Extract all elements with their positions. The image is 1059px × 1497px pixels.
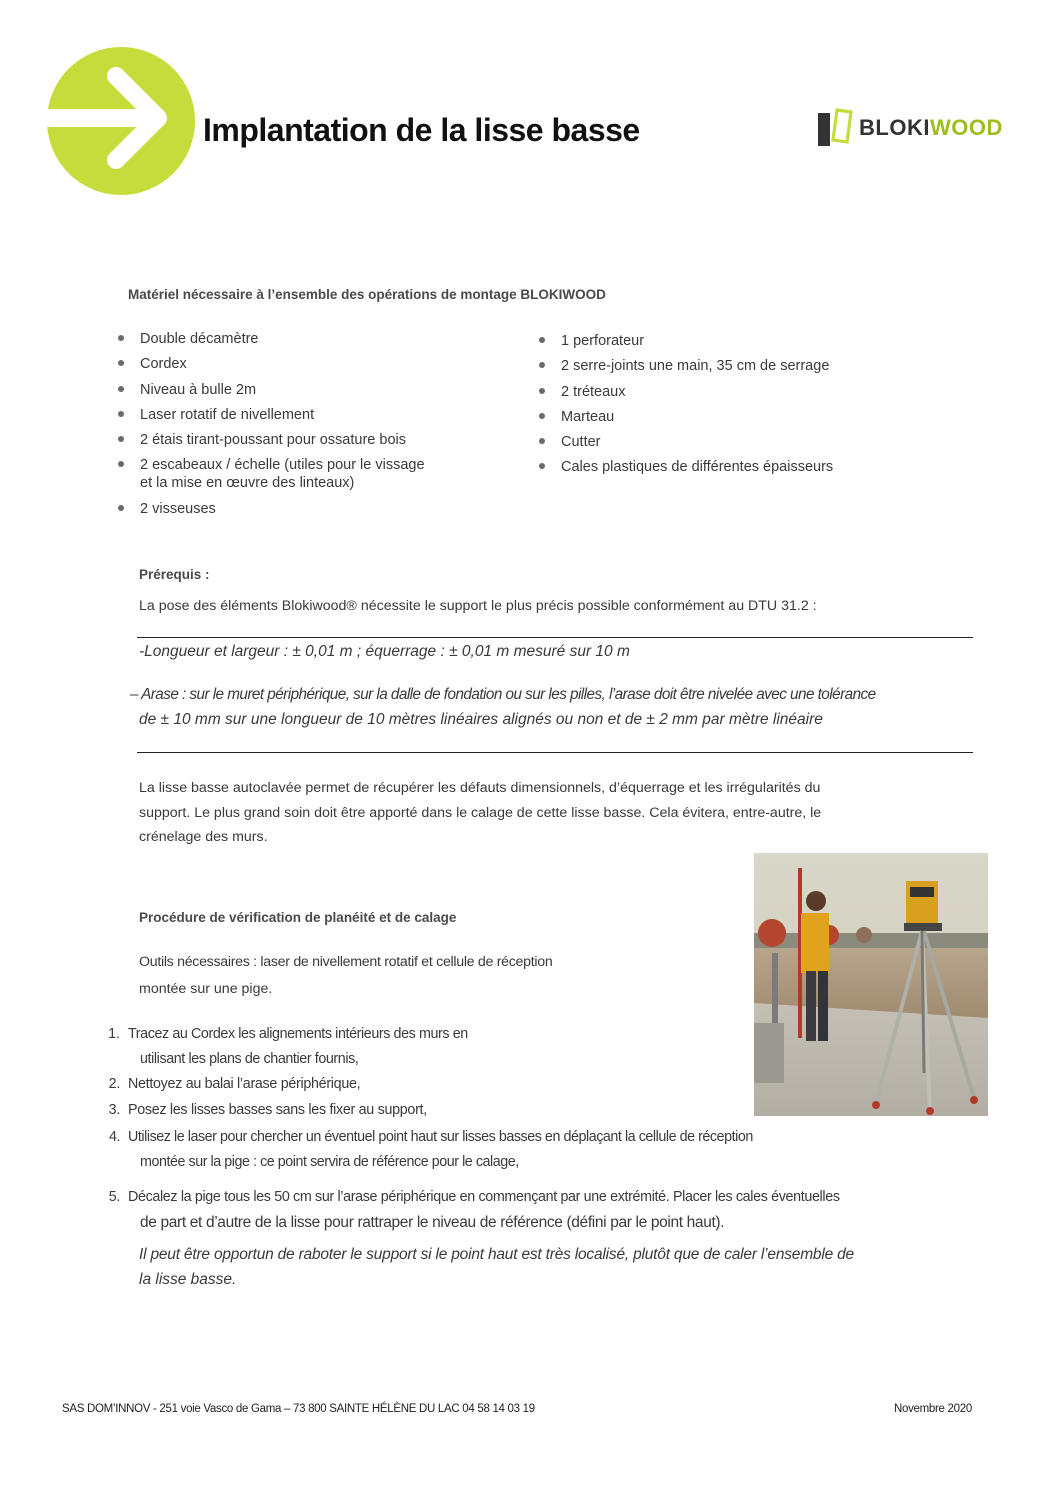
list-item: Niveau à bulle 2m (120, 381, 500, 399)
list-item: 2 étais tirant-poussant pour ossature bois (120, 431, 500, 449)
brand-name-part1: BLOKI (859, 115, 930, 140)
list-item: Cutter (541, 433, 941, 451)
page-title: Implantation de la lisse basse (203, 112, 640, 148)
procedure-step-2: 2. Nettoyez au balai l’arase périphérique, (108, 1076, 361, 1092)
prerequis-intro: La pose des éléments Blokiwood® nécessite le support le plus précis possible conformément au DTU 31.2 : (139, 598, 817, 614)
divider (137, 637, 973, 638)
list-item: Double décamètre (120, 330, 500, 348)
procedure-step-1: 1. Tracez au Cordex les alignements intérieurs des murs en utilisant les plans de chantier fournis, (108, 1026, 468, 1067)
list-item: 2 tréteaux (541, 383, 941, 401)
brand-name-part2: WOOD (929, 115, 1003, 140)
prerequis-paragraph: La lisse basse autoclavée permet de récupérer les défauts dimensionnels, d’équerrage et les irrégularités du support. Le plus grand soin doit être apporté dans le calage de cette lisse basse. Cela évitera, entre-autre, le crénelage des murs. (139, 780, 822, 845)
divider (137, 752, 973, 753)
list-item: 2 escabeaux / échelle (utiles pour le vissage et la mise en œuvre des linteaux) (120, 456, 500, 492)
list-item: Cales plastiques de différentes épaisseurs (541, 458, 941, 476)
list-item: 2 serre-joints une main, 35 cm de serrage (541, 357, 941, 375)
list-item: 2 visseuses (120, 500, 500, 518)
procedure-heading: Procédure de vérification de planéité et de calage (139, 910, 457, 925)
footer-date: Novembre 2020 (894, 1403, 972, 1415)
brand-logo (817, 108, 1003, 148)
footer-address: SAS DOM’INNOV - 251 voie Vasco de Gama – 73 800 SAINTE HÉLÈNE DU LAC 04 58 14 03 19 (62, 1403, 535, 1415)
tolerance-line-2a: – Arase : sur le muret périphérique, sur la dalle de fondation ou sur les pilles, l’arase doit être nivelée avec une tolérance (130, 686, 876, 703)
procedure-step-3: 3. Posez les lisses basses sans les fixer au support, (108, 1102, 427, 1118)
list-item: Marteau (541, 408, 941, 426)
tolerance-line-2b: de ± 10 mm sur une longueur de 10 mètres linéaires alignés ou non et de ± 2 mm par mètre linéaire (139, 711, 823, 728)
procedure-note: Il peut être opportun de raboter le support si le point haut est très localisé, plutôt que de caler l’ensemble de la lisse basse. (139, 1246, 854, 1288)
materiel-left-list (120, 330, 500, 525)
list-item: Cordex (120, 355, 500, 373)
tools-text: Outils nécessaires : laser de nivellement rotatif et cellule de réception montée sur une pige. (139, 954, 553, 997)
materiel-heading: Matériel nécessaire à l’ensemble des opérations de montage BLOKIWOOD (128, 287, 606, 302)
prerequis-heading: Prérequis : (139, 567, 210, 582)
arrow-circle-icon (46, 46, 196, 196)
tolerance-line-1: -Longueur et largeur : ± 0,01 m ; équerrage : ± 0,01 m mesuré sur 10 m (139, 643, 630, 660)
blokiwood-logo-icon (817, 108, 857, 148)
procedure-step-4: 4. Utilisez le laser pour chercher un éventuel point haut sur lisses basses en déplaçant la cellule de réception montée sur la pige : ce point servira de référence pour le calage, (108, 1129, 753, 1170)
materiel-right-list (541, 332, 941, 484)
procedure-step-5: 5. Décalez la pige tous les 50 cm sur l’arase périphérique en commençant par une extrémité. Placer les cales éventuelles de part et d’autre de la lisse pour rattraper le niveau de référence (défini par le point haut). (108, 1189, 840, 1231)
list-item: 1 perforateur (541, 332, 941, 350)
list-item: Laser rotatif de nivellement (120, 406, 500, 424)
